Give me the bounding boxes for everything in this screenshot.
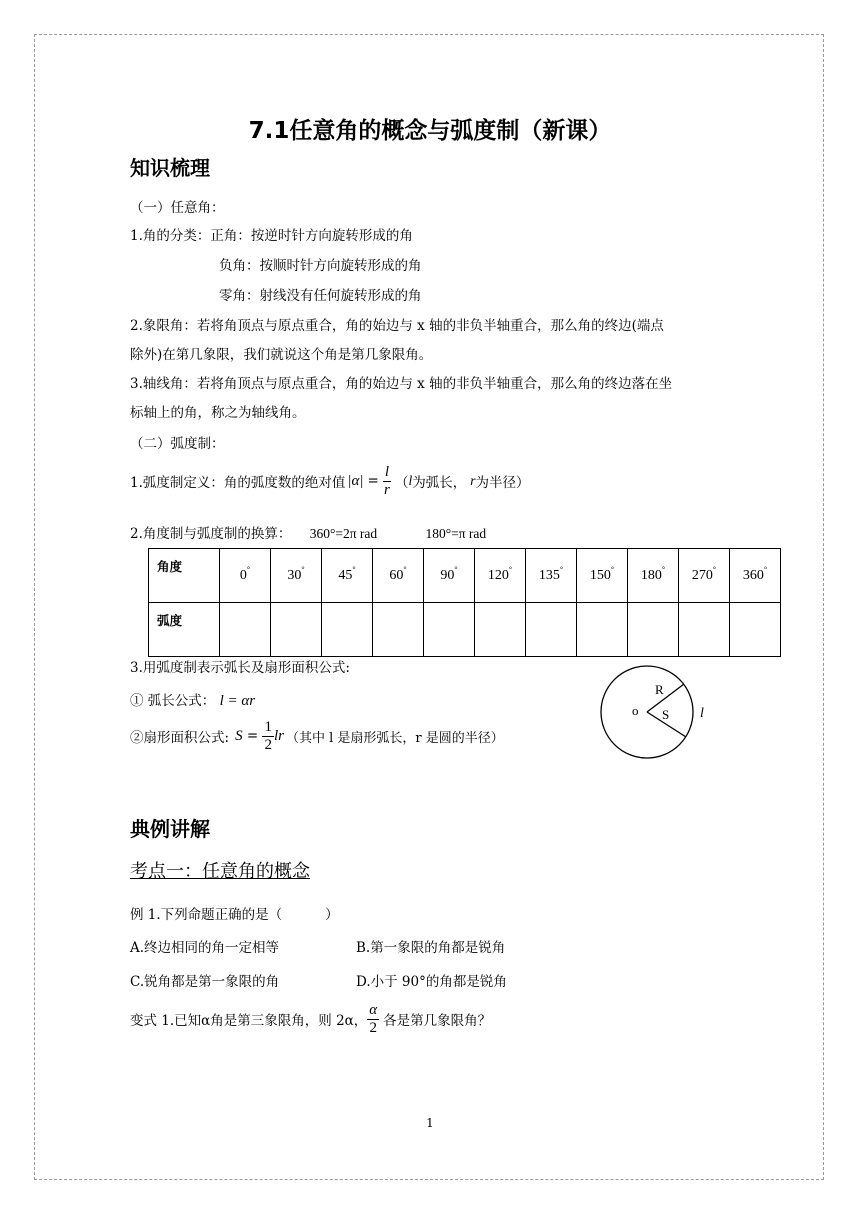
table-cell-radian-empty (373, 603, 424, 657)
positive-angle-text: 正角：按逆时针方向旋转形成的角 (210, 228, 413, 244)
sector-diagram (596, 664, 716, 764)
table-cell-degree: 270° (679, 549, 730, 603)
table-cell-radian-empty (730, 603, 781, 657)
arc-length-expression: l = αr (219, 693, 256, 709)
variant-1-suffix: 各是第几象限角？ (383, 1013, 492, 1029)
section-heading-examples: 典例讲解 (130, 817, 210, 841)
table-cell-radian-empty (679, 603, 730, 657)
label-S: S (662, 707, 670, 722)
table-cell-degree: 45° (322, 549, 373, 603)
subheading-radian: （二）弧度制： (130, 436, 225, 452)
table-cell-radian-empty (475, 603, 526, 657)
table-cell-degree: 120° (475, 549, 526, 603)
table-cell-degree: 180° (628, 549, 679, 603)
table-row-degrees (149, 549, 781, 603)
option-a: A.终边相同的角一定相等 (130, 940, 280, 956)
label-R: R (655, 682, 664, 697)
conversion-prefix: 2.角度制与弧度制的换算： (130, 526, 292, 542)
arc-formula-intro: 3.用弧度制表示弧长及扇形面积公式: (130, 660, 350, 676)
section-heading-knowledge: 知识梳理 (130, 156, 210, 180)
radian-definition (130, 460, 530, 502)
table-cell-radian-empty (424, 603, 475, 657)
table-cell-degree: 60° (373, 549, 424, 603)
half-fraction (262, 719, 274, 754)
classification-positive (130, 224, 413, 244)
classification-zero: 零角：射线没有任何旋转形成的角 (219, 288, 422, 304)
table-cell-radian-empty (271, 603, 322, 657)
conversion-line (130, 522, 486, 542)
axis-line2: 标轴上的角，称之为轴线角。 (130, 405, 306, 421)
arc-length-prefix: ① 弧长公式： (130, 693, 216, 709)
table-cell-degree: 360° (730, 549, 781, 603)
label-l: l (700, 706, 704, 721)
table-header-radian: 弧度 (149, 603, 220, 657)
var-l: l (408, 473, 413, 488)
option-c: C.锐角都是第一象限的角 (130, 974, 280, 990)
sector-eq: = (242, 728, 263, 744)
variant-1-question (130, 998, 491, 1040)
label-o: o (632, 703, 639, 718)
alpha-den: 2 (369, 1019, 377, 1036)
classification-negative: 负角：按顺时针方向旋转形成的角 (219, 258, 422, 274)
half-num: 1 (264, 718, 272, 735)
option-b: B.第一象限的角都是锐角 (356, 940, 506, 956)
arc-length-formula (130, 689, 255, 710)
radian-def-prefix: 1.弧度制定义：角的弧度数的绝对值 (130, 475, 346, 491)
table-cell-radian-empty (220, 603, 271, 657)
table-cell-radian-empty (577, 603, 628, 657)
table-cell-degree: 0° (220, 549, 271, 603)
classification-prefix: 1.角的分类： (130, 228, 211, 244)
axis-line1: 3.轴线角：若将角顶点与原点重合，角的始边与 x 轴的非负半轴重合，那么角的终边落在坐 (130, 376, 673, 392)
topic-heading-1: 考点一：任意角的概念 (130, 861, 310, 882)
table-cell-radian-empty (322, 603, 373, 657)
alpha-num: α (369, 1001, 378, 1018)
conversion-formula-360: 360°=2π rad (309, 526, 378, 541)
var-S: S (235, 727, 243, 744)
table-cell-radian-empty (526, 603, 577, 657)
quadrant-line2: 除外)在第几象限，我们就说这个角是第几象限角。 (130, 347, 433, 363)
sector-area-prefix: ②扇形面积公式: (130, 730, 230, 746)
sector-area-note: （其中 l 是扇形弧长，r 是圆的半径） (285, 730, 504, 746)
page-title: 7.1任意角的概念与弧度制（新课） (248, 118, 612, 144)
variant-1-prefix: 变式 1.已知α角是第三象限角，则 2α， (130, 1013, 368, 1029)
table-header-degree: 角度 (149, 549, 220, 603)
table-cell-radian-empty (628, 603, 679, 657)
fraction-num-l: l (384, 463, 389, 480)
var-lr: lr (273, 727, 284, 744)
quadrant-line1: 2.象限角：若将角顶点与原点重合，角的始边与 x 轴的非负半轴重合，那么角的终边(端点 (130, 318, 664, 334)
table-cell-degree: 30° (271, 549, 322, 603)
sector-area-formula (130, 716, 504, 756)
fraction-den-r: r (383, 481, 390, 498)
page-number: 1 (426, 1116, 434, 1130)
table-cell-degree: 150° (577, 549, 628, 603)
subheading-arbitrary-angle: （一）任意角： (130, 200, 225, 216)
var-r: r (470, 473, 476, 488)
angle-conversion-table (148, 548, 781, 657)
alpha-half-fraction (367, 1002, 379, 1037)
radian-fraction (383, 464, 391, 499)
radian-eq: = (367, 473, 379, 489)
r-description: 为半径） (475, 475, 530, 491)
table-row-radians (149, 603, 781, 657)
option-d: D.小于 90°的角都是锐角 (356, 974, 507, 990)
half-den: 2 (264, 736, 272, 753)
abs-alpha: |α| (347, 472, 364, 489)
table-cell-degree: 135° (526, 549, 577, 603)
example-1-question: 例 1.下列命题正确的是（ ） (130, 907, 339, 923)
table-cell-degree: 90° (424, 549, 475, 603)
l-description: 为弧长， (412, 475, 467, 491)
paren-open: （ (395, 475, 409, 491)
conversion-formula-180: 180°=π rad (425, 526, 487, 541)
